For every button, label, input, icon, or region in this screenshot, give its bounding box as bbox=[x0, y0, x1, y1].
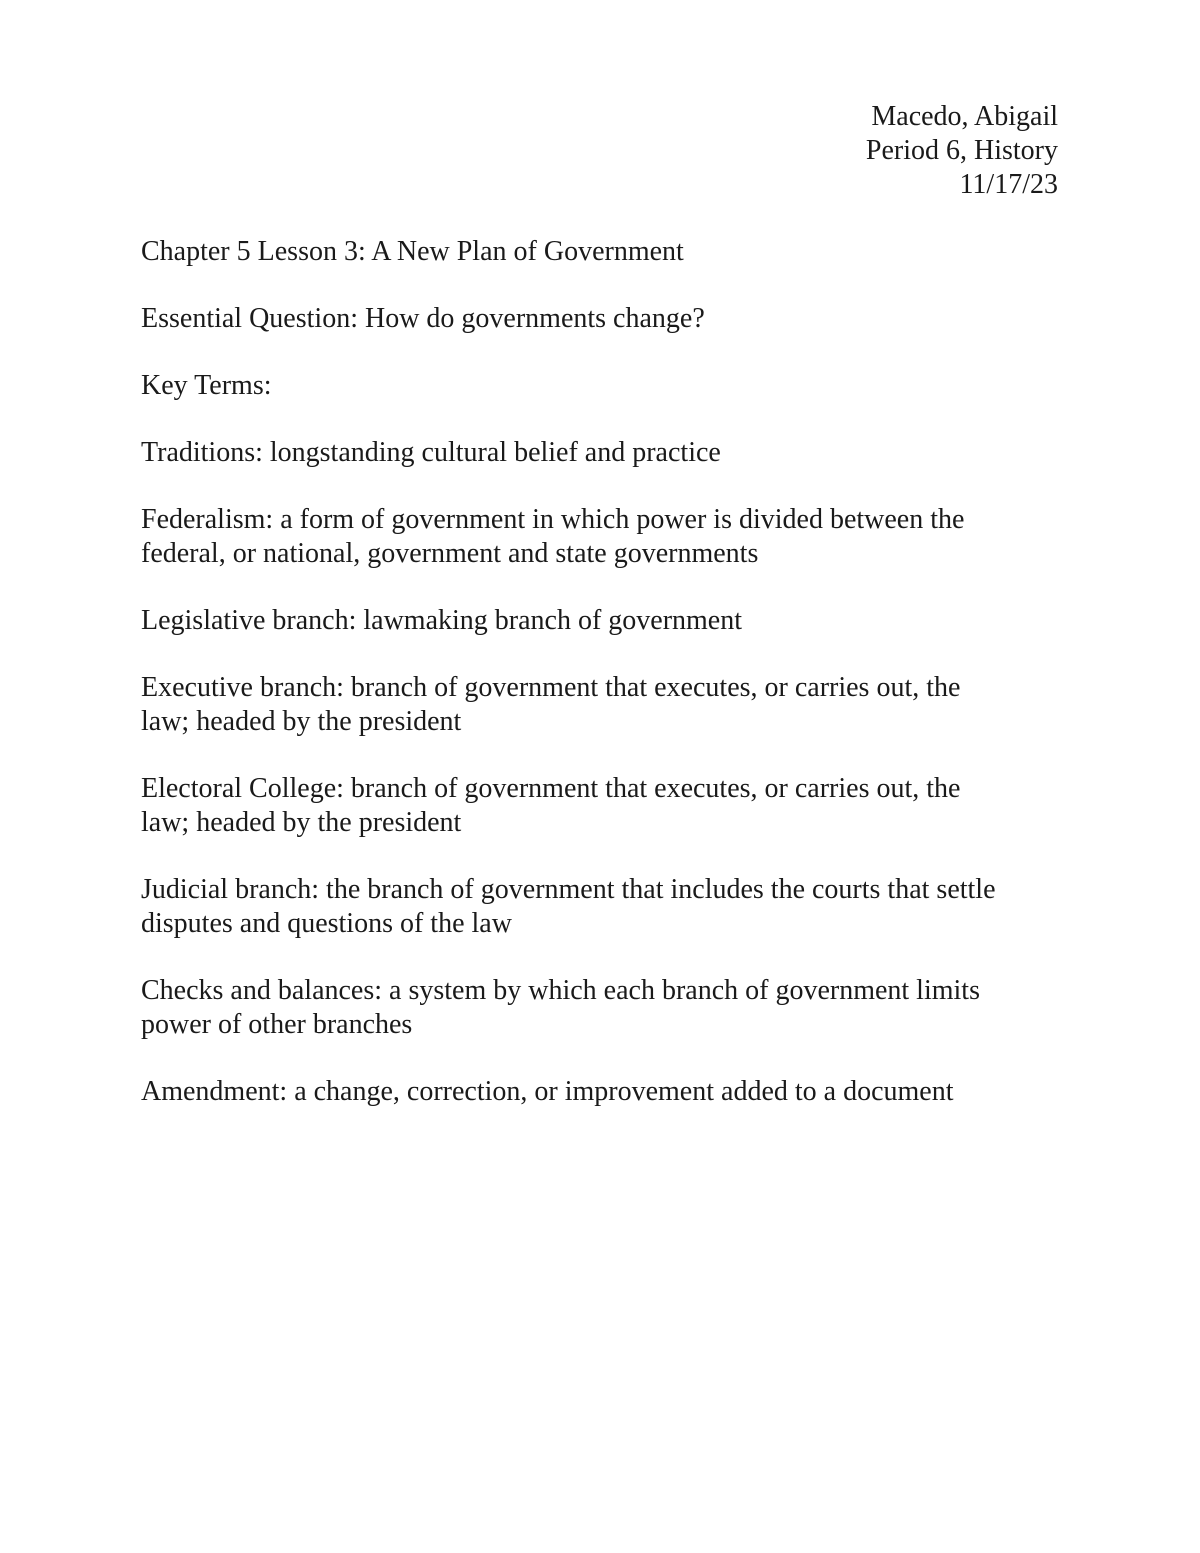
term-electoral-college bbox=[141, 772, 1061, 840]
document-body bbox=[141, 235, 1061, 1109]
essential-question-text: Essential Question: How do governments change? bbox=[141, 303, 705, 334]
term-legislative-branch bbox=[141, 604, 1061, 638]
term-line: Traditions: longstanding cultural belief and practice bbox=[141, 437, 721, 468]
term-line: Judicial branch: the branch of government that includes the courts that settle bbox=[141, 874, 996, 905]
term-federalism bbox=[141, 503, 1061, 571]
essential-question bbox=[141, 302, 1061, 336]
term-line: Electoral College: branch of government that executes, or carries out, the bbox=[141, 773, 961, 804]
term-line: Federalism: a form of government in which power is divided between the bbox=[141, 504, 965, 535]
term-amendment bbox=[141, 1075, 1061, 1109]
term-line: law; headed by the president bbox=[141, 807, 462, 838]
term-line: Checks and balances: a system by which each branch of government limits bbox=[141, 975, 980, 1006]
term-traditions bbox=[141, 436, 1061, 470]
lesson-title bbox=[141, 235, 1061, 269]
lesson-title-text: Chapter 5 Lesson 3: A New Plan of Government bbox=[141, 236, 684, 267]
term-line: power of other branches bbox=[141, 1009, 413, 1040]
term-line: law; headed by the president bbox=[141, 706, 462, 737]
student-name: Macedo, Abigail bbox=[871, 101, 1058, 132]
term-line: Legislative branch: lawmaking branch of government bbox=[141, 605, 743, 636]
key-terms-heading-text: Key Terms: bbox=[141, 370, 272, 401]
term-line: disputes and questions of the law bbox=[141, 908, 512, 939]
term-line: federal, or national, government and state governments bbox=[141, 538, 759, 569]
term-checks-and-balances bbox=[141, 974, 1061, 1042]
header-block bbox=[866, 100, 1058, 202]
document-date: 11/17/23 bbox=[959, 169, 1058, 200]
term-line: Amendment: a change, correction, or improvement added to a document bbox=[141, 1076, 954, 1107]
term-judicial-branch bbox=[141, 873, 1061, 941]
term-line: Executive branch: branch of government that executes, or carries out, the bbox=[141, 672, 961, 703]
class-period: Period 6, History bbox=[865, 135, 1058, 166]
key-terms-heading bbox=[141, 369, 1061, 403]
term-executive-branch bbox=[141, 671, 1061, 739]
